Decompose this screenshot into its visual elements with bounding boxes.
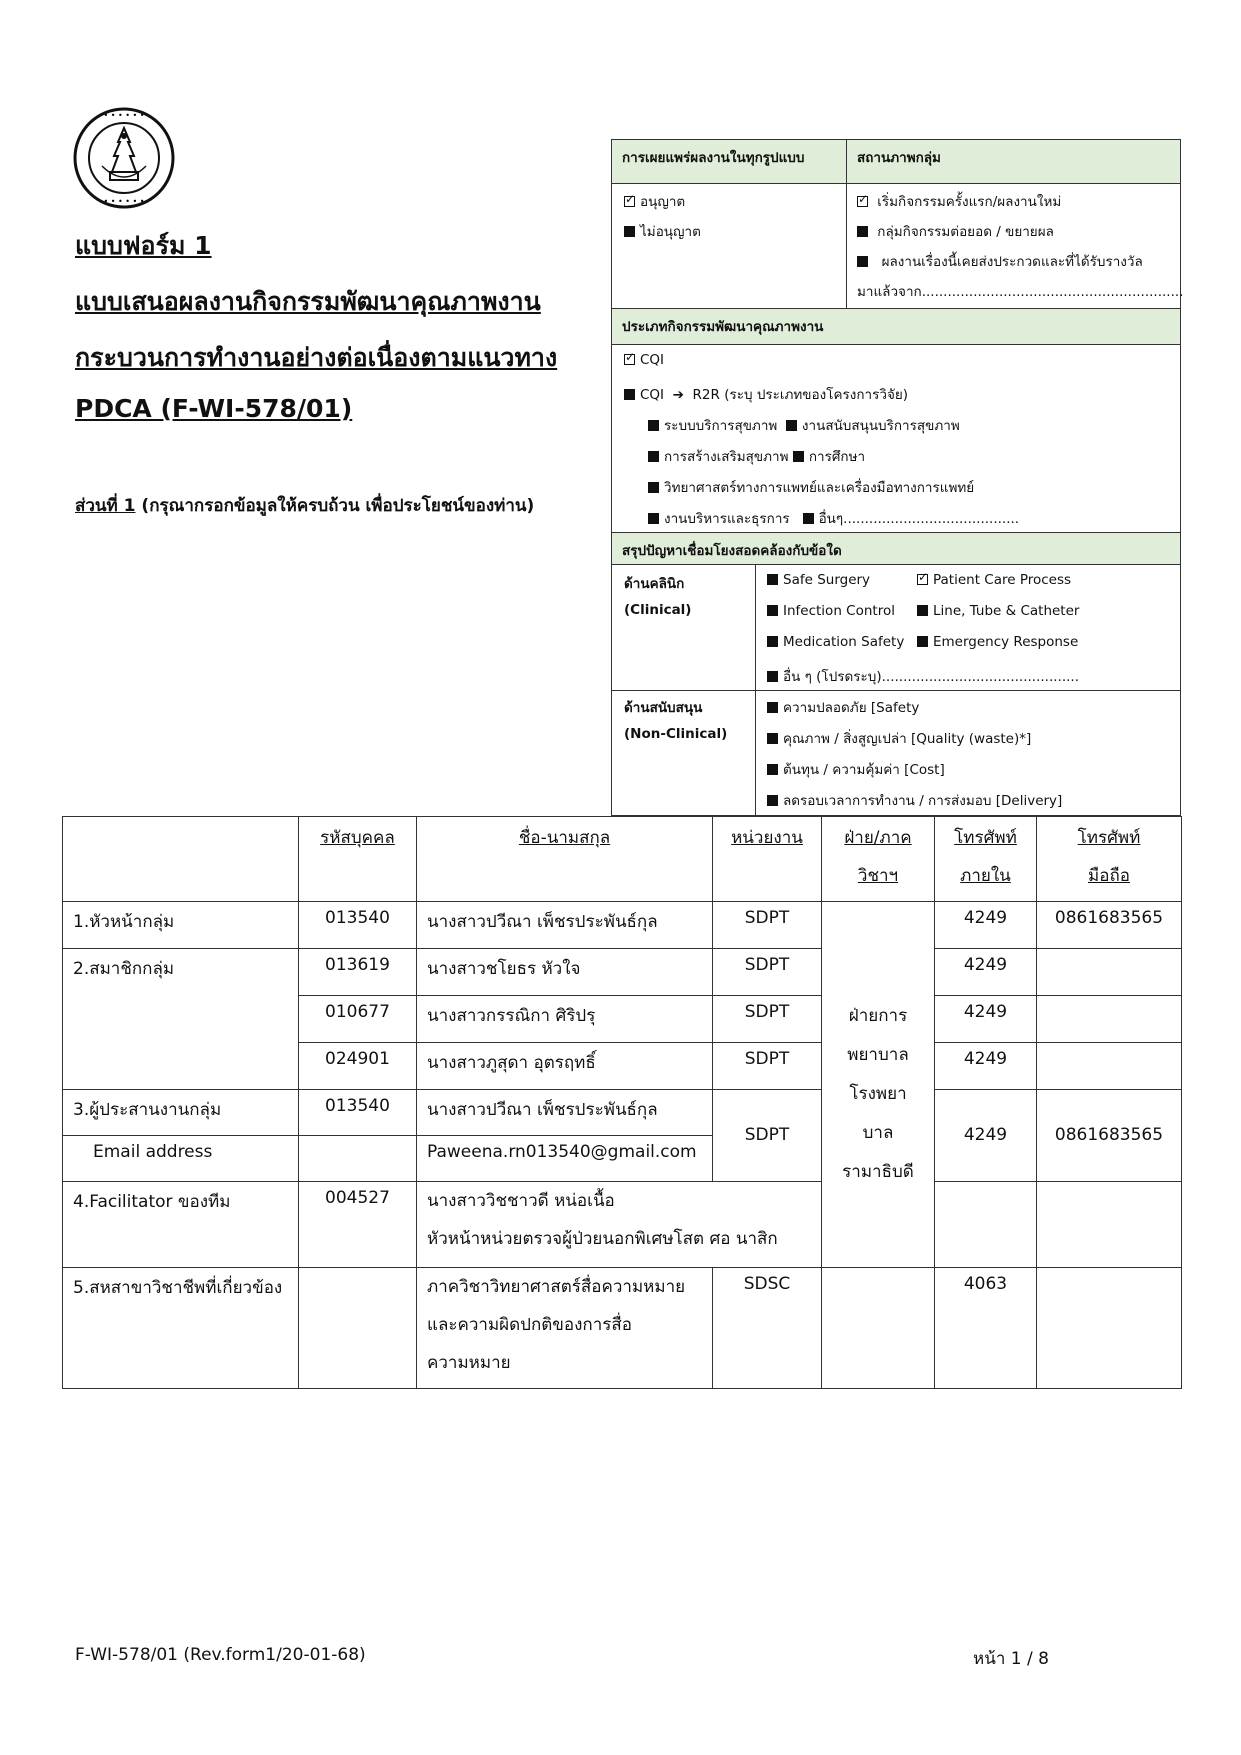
id-cell: 004527 xyxy=(299,1182,417,1268)
table-row xyxy=(63,949,1182,996)
publish-allow[interactable]: ✓อนุญาต xyxy=(624,190,685,212)
header-id: รหัสบุคคล xyxy=(299,817,417,902)
publish-header: การเผยแพร่ผลงานในทุกรูปแบบ xyxy=(612,140,847,184)
clinical-other[interactable]: อื่น ๆ (โปรดระบุ).............................................. xyxy=(767,665,1079,687)
status-extend[interactable]: กลุ่มกิจกรรมต่อยอด / ขยายผล xyxy=(857,220,1054,242)
clinical-label: ด้านคลินิก xyxy=(624,576,685,592)
type-cqi[interactable]: ✓CQI xyxy=(624,352,664,368)
coord-tel-cell: 4249 xyxy=(935,1090,1037,1182)
clinical-label-en: (Clinical) xyxy=(624,602,692,618)
role-cell: 4.Facilitator ของทีม xyxy=(63,1182,299,1268)
id-cell: 013619 xyxy=(299,949,417,996)
title-line-3: PDCA (F-WI-578/01) xyxy=(75,394,353,423)
tel-cell: 4249 xyxy=(935,996,1037,1043)
mobile-cell xyxy=(1037,1268,1182,1389)
unit-cell: SDPT xyxy=(713,996,822,1043)
checkbox-icon[interactable] xyxy=(624,389,635,400)
checkbox-icon[interactable] xyxy=(767,733,778,744)
checkbox-icon[interactable] xyxy=(624,226,635,237)
header-dept: ฝ่าย/ภาค วิชาฯ xyxy=(822,817,935,902)
svg-text:• • • • • •: • • • • • • xyxy=(103,111,145,120)
section-heading xyxy=(75,492,534,519)
r2r-row-4: งานบริหารและธุรการ อื่นๆ......................................... xyxy=(648,507,1019,529)
mobile-cell xyxy=(1037,996,1182,1043)
checkbox-icon[interactable] xyxy=(767,702,778,713)
arrow-right-icon: ➔ xyxy=(672,387,684,403)
facilitator-name-cell: นางสาววิชชาวดี หน่อเนื้อ หัวหน้าหน่วยตรวจผู้ป่วยนอกพิเศษโสต ศอ นาสิก xyxy=(417,1182,822,1268)
unit-cell: SDPT xyxy=(713,902,822,949)
id-cell: 024901 xyxy=(299,1043,417,1090)
title-line-2: กระบวนการทำงานอย่างต่อเนื่องตามแนวทาง xyxy=(75,343,558,372)
table-row xyxy=(63,1182,1182,1268)
section-instruction: (กรุณากรอกข้อมูลให้ครบถ้วน เพื่อประโยชน์ของท่าน) xyxy=(135,496,535,516)
svg-text:• • • • • •: • • • • • • xyxy=(103,197,145,206)
members-table xyxy=(62,816,1182,1389)
coord-unit-cell: SDPT xyxy=(713,1090,822,1182)
university-seal-logo xyxy=(72,106,176,210)
table-row xyxy=(63,1090,1182,1136)
name-cell: นางสาวชโยธร หัวใจ xyxy=(417,949,713,996)
email-cell: Paweena.rn013540@gmail.com xyxy=(417,1136,713,1182)
id-cell: 010677 xyxy=(299,996,417,1043)
info-panel xyxy=(611,139,1184,816)
checkbox-checked-icon[interactable] xyxy=(857,196,868,207)
nonclinical-quality[interactable]: คุณภาพ / สิ่งสูญเปล่า [Quality (waste)*] xyxy=(767,727,1031,749)
checkbox-icon[interactable] xyxy=(857,226,868,237)
status-new[interactable]: ✓ เริ่มกิจกรรมครั้งแรก/ผลงานใหม่ xyxy=(857,190,1061,212)
id-cell xyxy=(299,1268,417,1389)
role-cell: 1.หัวหน้ากลุ่ม xyxy=(63,902,299,949)
dept-merged-cell: ฝ่ายการ พยาบาล โรงพยา บาล รามาธิบดี xyxy=(822,902,935,1268)
nonclinical-cost[interactable]: ต้นทุน / ความคุ้มค่า [Cost] xyxy=(767,758,945,780)
tel-cell xyxy=(935,1182,1037,1268)
type-header: ประเภทกิจกรรมพัฒนาคุณภาพงาน xyxy=(612,309,1180,345)
clinical-row-2: Infection Control xyxy=(767,603,895,619)
id-cell xyxy=(299,1136,417,1182)
status-awarded-source: มาแล้วจาก............................................................. xyxy=(857,284,1184,300)
footer-page-number: หน้า 1 / 8 xyxy=(973,1649,1049,1669)
tel-cell: 4249 xyxy=(935,902,1037,949)
name-cell: นางสาวกรรณิกา ศิริปรุ xyxy=(417,996,713,1043)
status-awarded[interactable]: ผลงานเรื่องนี้เคยส่งประกวดและที่ได้รับรางวัล xyxy=(857,250,1143,272)
checkbox-checked-icon[interactable] xyxy=(917,574,928,585)
link-header: สรุปปัญหาเชื่อมโยงสอดคล้องกับข้อใด xyxy=(612,533,1180,565)
unit-cell: SDPT xyxy=(713,1043,822,1090)
mobile-cell xyxy=(1037,1182,1182,1268)
clinical-patient-care[interactable]: ✓ Patient Care Process xyxy=(917,572,1071,588)
checkbox-icon[interactable] xyxy=(767,764,778,775)
name-cell: นางสาวภูสุดา อุตรฤทธิ์ xyxy=(417,1043,713,1090)
email-label-cell: Email address xyxy=(63,1136,299,1182)
checkbox-checked-icon[interactable] xyxy=(624,196,635,207)
table-row xyxy=(63,1268,1182,1389)
id-cell: 013540 xyxy=(299,902,417,949)
checkbox-icon[interactable] xyxy=(648,451,659,462)
role-cell: 5.สหสาขาวิชาชีพที่เกี่ยวข้อง xyxy=(63,1268,299,1389)
checkbox-icon[interactable] xyxy=(648,420,659,431)
section-label: ส่วนที่ 1 xyxy=(75,496,136,516)
clinical-row-3: Medication Safety xyxy=(767,634,904,650)
mobile-cell: 0861683565 xyxy=(1037,902,1182,949)
r2r-row-1: ระบบบริการสุขภาพ งานสนับสนุนบริการสุขภาพ xyxy=(648,414,960,436)
nonclinical-label: ด้านสนับสนุน xyxy=(624,700,703,716)
title-line-1: แบบเสนอผลงานกิจกรรมพัฒนาคุณภาพงาน xyxy=(75,287,541,316)
checkbox-icon[interactable] xyxy=(648,482,659,493)
footer-form-code: F-WI-578/01 (Rev.form1/20-01-68) xyxy=(75,1645,366,1665)
checkbox-icon[interactable] xyxy=(793,451,804,462)
header-tel-internal: โทรศัพท์ ภายใน xyxy=(935,817,1037,902)
r2r-row-3: วิทยาศาสตร์ทางการแพทย์และเครื่องมือทางการแพทย์ xyxy=(648,476,974,498)
checkbox-icon[interactable] xyxy=(767,605,778,616)
name-cell: นางสาวปวีณา เพ็ชรประพันธ์กุล xyxy=(417,902,713,949)
checkbox-icon[interactable] xyxy=(767,671,778,682)
clinical-emergency[interactable]: Emergency Response xyxy=(917,634,1078,650)
checkbox-icon[interactable] xyxy=(803,513,814,524)
clinical-line-tube[interactable]: Line, Tube & Catheter xyxy=(917,603,1079,619)
allied-name-cell: ภาควิชาวิทยาศาสตร์สื่อความหมาย และความผิดปกติของการสื่อ ความหมาย xyxy=(417,1268,713,1389)
checkbox-icon[interactable] xyxy=(857,256,868,267)
type-cqi-r2r[interactable]: CQI ➔ R2R (ระบุ ประเภทของโครงการวิจัย) xyxy=(624,383,908,405)
publish-deny[interactable]: ไม่อนุญาต xyxy=(624,220,701,242)
checkbox-icon[interactable] xyxy=(786,420,797,431)
role-cell: 3.ผู้ประสานงานกลุ่ม xyxy=(63,1090,299,1136)
mobile-cell xyxy=(1037,1043,1182,1090)
tel-cell: 4249 xyxy=(935,1043,1037,1090)
status-header: สถานภาพกลุ่ม xyxy=(847,140,1180,184)
role-cell: 2.สมาชิกกลุ่ม xyxy=(63,949,299,1090)
form-number: แบบฟอร์ม 1 xyxy=(75,231,212,260)
nonclinical-delivery[interactable]: ลดรอบเวลาการทำงาน / การส่งมอบ [Delivery] xyxy=(767,789,1062,811)
nonclinical-safety[interactable]: ความปลอดภัย [Safety xyxy=(767,696,919,718)
header-unit: หน่วยงาน xyxy=(713,817,822,902)
checkbox-icon[interactable] xyxy=(767,636,778,647)
checkbox-checked-icon[interactable] xyxy=(624,354,635,365)
header-name: ชื่อ-นามสกุล xyxy=(417,817,713,902)
r2r-row-2: การสร้างเสริมสุขภาพ การศึกษา xyxy=(648,445,865,467)
checkbox-icon[interactable] xyxy=(767,795,778,806)
nonclinical-label-en: (Non-Clinical) xyxy=(624,726,728,742)
tel-cell: 4249 xyxy=(935,949,1037,996)
checkbox-icon[interactable] xyxy=(917,605,928,616)
id-cell: 013540 xyxy=(299,1090,417,1136)
checkbox-icon[interactable] xyxy=(767,574,778,585)
name-cell: นางสาวปวีณา เพ็ชรประพันธ์กุล xyxy=(417,1090,713,1136)
clinical-row-1: Safe Surgery xyxy=(767,572,870,588)
mobile-cell xyxy=(1037,949,1182,996)
header-mobile: โทรศัพท์ มือถือ xyxy=(1037,817,1182,902)
unit-cell: SDPT xyxy=(713,949,822,996)
table-row xyxy=(63,902,1182,949)
checkbox-icon[interactable] xyxy=(648,513,659,524)
tel-cell: 4063 xyxy=(935,1268,1037,1389)
coord-mobile-cell: 0861683565 xyxy=(1037,1090,1182,1182)
dept-cell xyxy=(822,1268,935,1389)
unit-cell: SDSC xyxy=(713,1268,822,1389)
checkbox-icon[interactable] xyxy=(917,636,928,647)
